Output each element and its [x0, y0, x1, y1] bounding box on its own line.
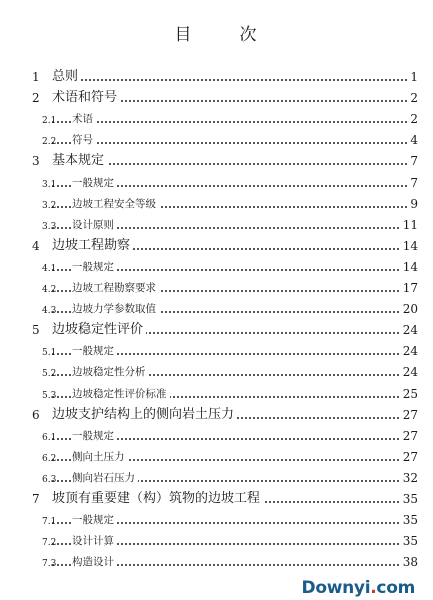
toc-page-number: 4	[407, 133, 418, 147]
toc-chapter-row[interactable]	[0, 404, 433, 424]
toc-title: 术语	[72, 111, 96, 126]
toc-number: 2	[32, 91, 40, 106]
toc-page-number: 35	[400, 513, 418, 527]
toc-number: 3.3	[42, 221, 57, 232]
toc-section-row[interactable]	[0, 129, 433, 149]
toc-title: 侧向岩石压力	[72, 470, 138, 485]
toc-title: 坡顶有重要建（构）筑物的边坡工程	[52, 487, 263, 506]
toc-leader-dots	[52, 79, 411, 81]
toc-section-row[interactable]	[0, 108, 433, 128]
toc-title: 一般规定	[72, 259, 117, 274]
toc-page-number: 9	[407, 197, 418, 211]
toc-title: 设计原则	[72, 217, 117, 232]
page-title	[0, 20, 433, 45]
toc-number: 6	[32, 407, 40, 422]
toc-number: 1	[32, 70, 40, 84]
toc-page-number: 32	[400, 471, 418, 485]
toc-title: 总则	[52, 65, 81, 84]
toc-page-number: 17	[400, 281, 418, 295]
toc-number: 5	[32, 323, 40, 338]
toc-number: 7.1	[42, 517, 57, 528]
toc-title: 构造设计	[72, 554, 117, 569]
toc-leader-dots	[52, 142, 411, 144]
toc-chapter-row[interactable]	[0, 488, 433, 508]
toc-page-number: 14	[400, 239, 418, 253]
toc-number: 6.2	[42, 453, 57, 464]
toc-section-row[interactable]	[0, 383, 433, 403]
toc-page-number: 27	[400, 450, 418, 464]
toc-number: 5.1	[42, 348, 57, 359]
toc-title: 基本规定	[52, 149, 107, 168]
toc-chapter-row[interactable]	[0, 150, 433, 170]
toc-section-row[interactable]	[0, 467, 433, 487]
toc-chapter-row[interactable]	[0, 235, 433, 255]
toc-page-number: 7	[407, 154, 418, 168]
toc-page-number: 14	[400, 260, 418, 274]
toc-page-number: 24	[400, 344, 418, 358]
toc-number: 6.1	[42, 432, 57, 443]
toc-number: 4	[32, 238, 40, 253]
toc-title: 边坡力学参数取值	[72, 301, 159, 316]
toc-chapter-row[interactable]	[0, 66, 433, 86]
toc-number: 4.2	[42, 285, 57, 295]
toc-title: 边坡稳定性评价	[52, 318, 146, 337]
toc-number: 3	[32, 154, 40, 169]
toc-page-number: 2	[407, 91, 418, 105]
toc-section-row[interactable]	[0, 425, 433, 445]
watermark-logo: Downyi.com	[301, 578, 415, 598]
title-right: 次	[239, 25, 259, 45]
toc-number: 2.1	[42, 116, 57, 127]
toc-title: 边坡工程勘察要求	[72, 280, 159, 295]
toc-section-row[interactable]	[0, 361, 433, 381]
toc-section-row[interactable]	[0, 530, 433, 550]
toc-title: 边坡稳定性分析	[72, 364, 149, 379]
toc-page-number: 2	[407, 112, 418, 126]
toc-page-number: 24	[400, 365, 418, 379]
toc-chapter-row[interactable]	[0, 319, 433, 339]
toc-number: 7.2	[42, 538, 57, 549]
toc-number: 6.3	[42, 474, 57, 485]
toc-section-row[interactable]	[0, 298, 433, 318]
toc-title: 一般规定	[72, 428, 117, 443]
toc-page-number: 25	[400, 387, 418, 401]
toc-page-number: 1	[407, 70, 418, 84]
toc-section-row[interactable]	[0, 340, 433, 360]
toc-title: 符号	[72, 132, 96, 147]
toc-title: 边坡工程勘察	[52, 234, 133, 253]
toc-section-row[interactable]	[0, 509, 433, 529]
toc-number: 5.2	[42, 369, 57, 380]
toc-number: 5.3	[42, 390, 57, 401]
toc-number: 7	[32, 492, 40, 506]
toc-number: 3.2	[42, 200, 57, 211]
toc-number: 2.2	[42, 137, 57, 148]
toc-section-row[interactable]	[0, 256, 433, 276]
toc-section-row[interactable]	[0, 172, 433, 192]
toc-page-number: 35	[400, 534, 418, 548]
title-left: 目	[174, 25, 194, 45]
toc-page-number: 27	[400, 408, 418, 422]
toc-number: 3.1	[42, 179, 57, 190]
toc-leader-dots	[52, 121, 411, 123]
toc-title: 设计计算	[72, 533, 117, 548]
toc-page-number: 11	[400, 218, 418, 232]
toc-title: 边坡稳定性评价标准	[72, 386, 170, 401]
toc-section-row[interactable]	[0, 193, 433, 213]
toc-title: 侧向土压力	[72, 449, 128, 464]
toc-section-row[interactable]	[0, 551, 433, 571]
toc-number: 7.3	[42, 559, 57, 570]
toc-title: 边坡工程安全等级	[72, 196, 159, 211]
toc-number: 4.1	[42, 263, 57, 274]
toc-page-number: 20	[400, 302, 418, 316]
toc-page-number: 24	[400, 323, 418, 337]
toc-page-number: 35	[400, 492, 418, 506]
toc-number: 4.3	[42, 306, 57, 317]
toc-title: 一般规定	[72, 343, 117, 358]
toc-page-number: 7	[407, 176, 418, 190]
toc-section-row[interactable]	[0, 277, 433, 297]
toc-page-number: 27	[400, 429, 418, 443]
toc-title: 边坡支护结构上的侧向岩土压力	[52, 403, 237, 422]
toc-section-row[interactable]	[0, 214, 433, 234]
toc-page-number: 38	[400, 555, 418, 569]
toc-title: 术语和符号	[52, 86, 120, 105]
toc-section-row[interactable]	[0, 446, 433, 466]
toc-title: 一般规定	[72, 175, 117, 190]
toc-title: 一般规定	[72, 512, 117, 527]
toc-chapter-row[interactable]	[0, 87, 433, 107]
